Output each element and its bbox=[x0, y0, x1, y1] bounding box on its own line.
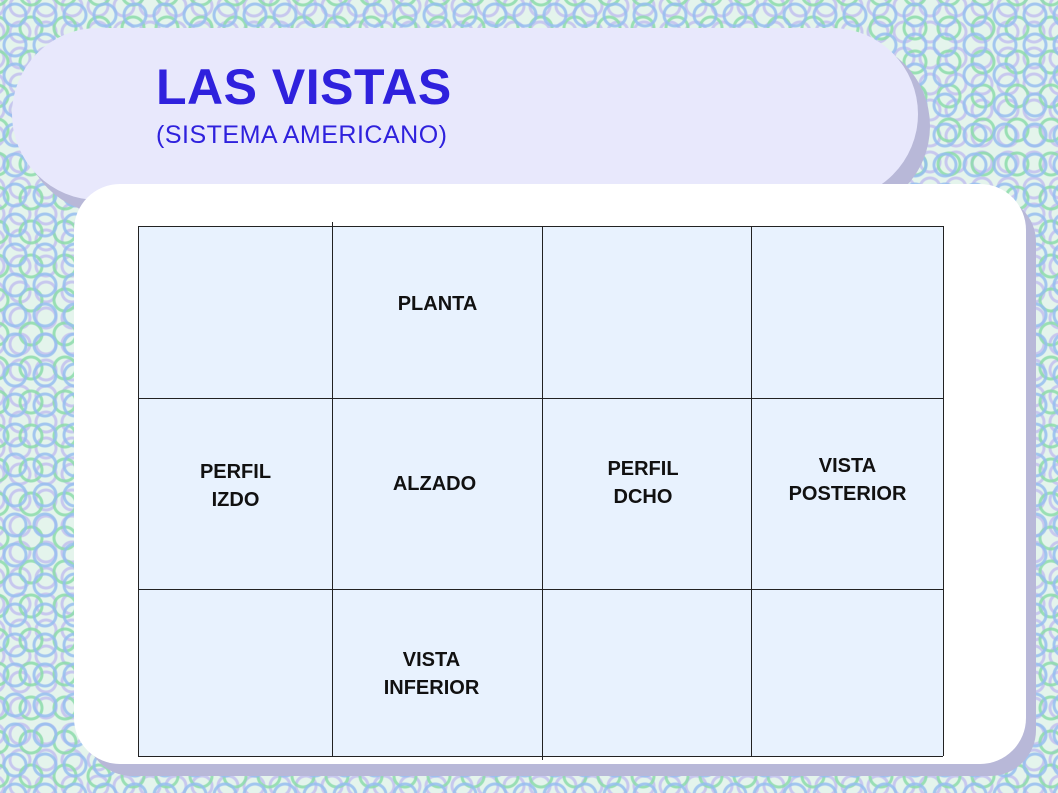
grid-line-bottom bbox=[138, 756, 943, 757]
cell-perfil-dcho: PERFIL DCHO bbox=[607, 458, 679, 508]
cell-alzado: ALZADO bbox=[392, 473, 477, 495]
grid-line-row2 bbox=[138, 589, 943, 590]
grid-line-top bbox=[138, 226, 943, 227]
cell-vista-posterior: VISTA POSTERIOR bbox=[788, 455, 907, 505]
slide-title: LAS VISTAS bbox=[156, 59, 452, 115]
grid-line-right bbox=[943, 226, 944, 756]
slide-subtitle: (SISTEMA AMERICANO) bbox=[156, 121, 448, 149]
cell-vista-inferior: VISTA INFERIOR bbox=[383, 649, 480, 699]
grid-line-row1 bbox=[138, 398, 943, 399]
cell-perfil-izdo: PERFIL IZDO bbox=[199, 461, 272, 511]
cell-planta: PLANTA bbox=[397, 293, 478, 315]
title-banner bbox=[12, 28, 918, 200]
